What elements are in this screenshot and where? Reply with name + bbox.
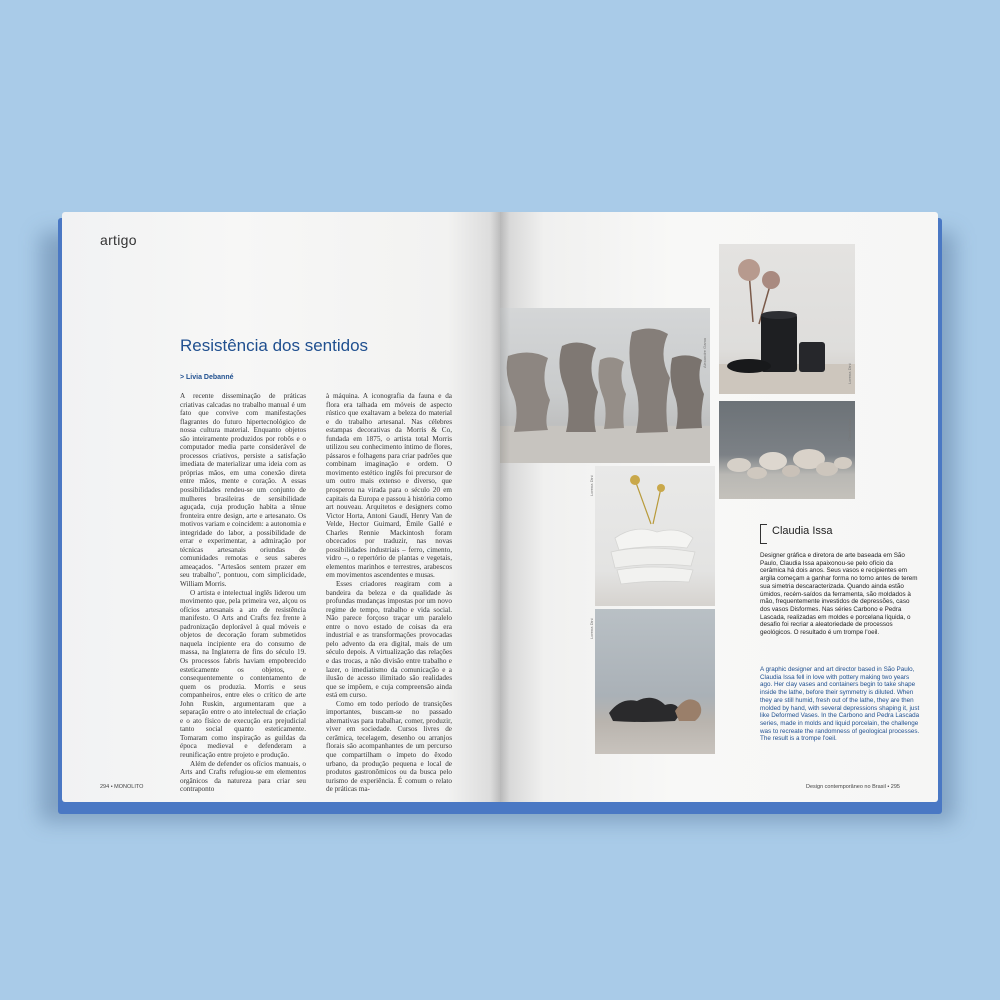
photo-credit: Lorena Dini [589,618,594,639]
right-page [500,212,938,802]
article-title: Resistência dos sentidos [180,336,369,355]
photo-carbon-piece [589,609,715,754]
carbon-piece-illustration [595,609,715,754]
photo-pebble-pieces [719,401,855,499]
sidebar-text-english [760,666,920,743]
text-column-2 [326,392,452,794]
left-page [62,212,500,802]
paragraph: Como em todo período de transições importantes, buscam-se no passado alternativas para trabalhar, comer, produzir, viver em sociedade. Cursos livres de cerâmica, tecelagem, desenho ou arranjos florais são acompanhantes de um percurso que compartilham o ímpeto do êxodo urbano, da produção pequena e local de produtos gastronômicos ou da busca pelo turismo de experiência. É comum o relato de práticas ma- [326,699,452,794]
paragraph: O artista e intelectual inglês liderou um movimento que, pela primeira vez, alçou os ofícios artesanais a ato de resistência manifesto. O Arts and Crafts fez frente à padronização deplorável à qual móveis e objetos de decoração foram submetidos naquela incipiente era do consumo de massa, na Inglaterra de fins do século 19. Os processos fabris haviam empobrecido esteticamente os objetos, e consequentemente o contentamento de quem os produzia. Morris e seus companheiros, entre eles o crítico de arte John Ruskin, argumentaram que a separação entre o ato intelectual de criação e o ato físico de execução era prejudicial tanto social quanto esteticamente. Tomaram como inspiração as guildas da época medieval e defenderam a reunificação entre projeto e produção. [180,588,306,759]
pebbles-illustration [719,401,855,499]
text-column-1 [180,392,306,794]
paragraph: A recente disseminação de práticas criativas calcadas no trabalho manual é um fato que convive com manifestações flagrantes do futuro hipertecnológico de nossa cultura material. Enquanto objetos são inteiramente produzidos por robôs e o computador media parte considerável de processos criativos, persiste a satisfação imediata de materializar uma ideia com as próprias mãos, em uma conexão direta entre mãos, mente e coração. A essas possibilidades rendeu-se um conjunto de mulheres brasileiras de sensibilidade aguçada, cuja produção habita a tênue fronteira entre design, arte e artesanato. Os motivos variam e coincidem: a autonomia e integridade do labor, a possibilidade de errar e experimentar, a admiração por técnicas artesanais oriundas de comunidades remotas e seus saberes ameaçados. "Artesãos sentem prazer em seu trabalho", pontuou, com simplicidade, William Morris. [180,392,306,589]
photo-deformed-vases [500,308,710,463]
photo-credit: Alexandre Gama [702,337,707,368]
sidebar-text-portuguese [760,552,920,637]
paragraph: Além de defender os ofícios manuais, o Arts and Crafts refugiou-se em elementos orgânicos da natureza para criar seu contraponto [180,759,306,794]
vases-illustration [500,308,710,463]
white-stack-illustration [595,466,715,606]
article-author: > Livia Debanné [180,374,234,381]
paragraph: à máquina. A iconografia da fauna e da flora era talhada em móveis de aspecto rústico que exaltavam a beleza do material e do trabalho artesanal. Nas célebres estampas decorativas da Morris & Co, fundada em 1875, o artista total Morris utilizou seu conhecimento íntimo de flores, pássaros e folhagens para criar padrões que combinam imaginação e ordem. O movimento estético inglês foi precursor de um outro mais extenso e diverso, que prosperou na virada para o século 20 em capitais da Europa e passou à história como art nouveau. Arquitetos e designers como Victor Horta, Antoni Gaudí, Henry Van de Velde, Hector Guimard, Émile Gallé e Charles Rennie Mackintosh foram obcecados por traduzir, nas novas possibilidades industriais – ferro, cimento, vidro –, o repertório de plantas e vegetais, elementos marinhos e terrestres, arabescos em movimentos ascendentes e musas. [326,392,452,580]
photo-credit: Claudia Issa [847,418,852,441]
photo-credit: Lorena Dini [847,363,852,384]
sidebar-bracket [760,524,767,544]
photo-white-stack [589,466,715,606]
photo-credit: Lorena Dini [589,475,594,496]
sidebar-paragraph: A graphic designer and art director based in São Paulo, Claudia Issa fell in love with pottery making two years ago. Her clay vases and containers begin to take shape inside the lathe, before their symmetry is diluted. When they are still humid, fresh out of the lathe, they are then molded by hand, with several depressions shaping it, just like Deformed Vases. In the Carbono and Pedra Lascada series, made in molds and liquid porcelain, the challenge was to recreate the randomness of geological processes. The result is a trompe l'oeil. [760,666,920,743]
page-folio-left: 294 • MONOLITO [100,784,144,790]
sidebar-paragraph: Designer gráfica e diretora de arte baseada em São Paulo, Claudia Issa apaixonou-se pelo ofício da cerâmica há dois anos. Seus vasos e recipientes em argila começam a ganhar forma no torno antes de terem sua simetria descaracterizada. Quando ainda estão úmidos, recém-saídos da ferramenta, são moldados à mão, frequentemente investidos de depressões, caso dos vasos Disformes. Nas séries Carbono e Pedra Lascada, realizadas em moldes e porcelana líquida, o desafio foi recriar a aleatoriedade de processos geológicos. O resultado é um trompe l'oeil. [760,552,918,637]
paragraph: Esses criadores reagiram com a bandeira da beleza e da qualidade às profundas mudanças impostas por um novo regime de tempo, trabalho e vida social. Não parece forçoso traçar um paralelo entre o novo estado de coisas da era industrial e as transformações provocadas pelo advento da era digital, mais de um século depois. A virtualização das relações e das trocas, a não divisão entre trabalho e lazer, o imediatismo da comunicação e a ilusão de acesso ilimitado são realidades que se impõem, e cuja compreensão ainda está em curso. [326,580,452,700]
black-vessels-illustration [719,244,855,394]
sidebar-title: Claudia Issa [772,525,833,537]
section-label: artigo [100,232,137,248]
spine-gutter [490,212,510,802]
page-folio-right: Design contemporâneo no Brasil • 295 [806,784,900,790]
photo-black-vessels [719,244,855,394]
